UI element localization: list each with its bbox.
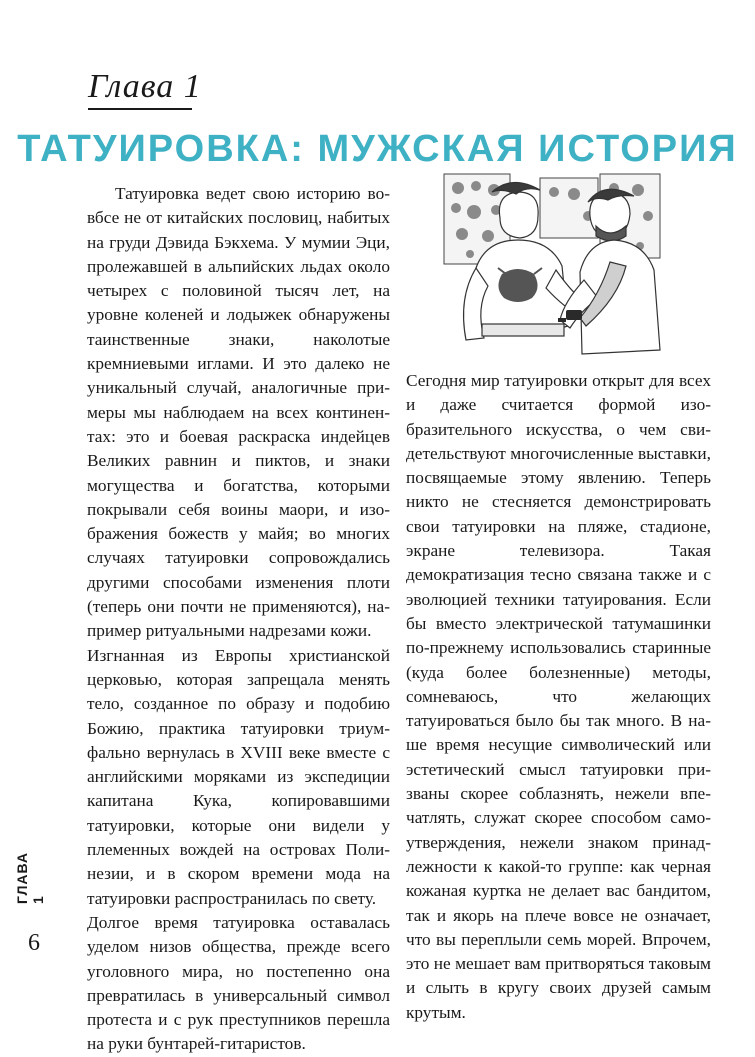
left-text-column: [87, 182, 390, 1057]
chapter-underline: [88, 108, 192, 110]
page-title: ТАТУИРОВКА: МУЖСКАЯ ИСТОРИЯ: [17, 128, 738, 170]
right-text-column: [406, 369, 711, 1025]
paragraph-1: Татуировка ведет свою историю вовбсе не от китайских пословиц, набитых на груди Дэвида Бэкхема. У мумии Эци, пролежавшей в альпийских льдах около четырех с половиной тысяч лет, на уровне коленей и лодыжек обнаружены таинственные знаки, наколотые кремниевыми иглами. И это далеко не уникальный случай, аналогичные примеры мы наблюдаем на всех континентах: это и боевая раскраска индейцев Великих равнин и пиктов, и знаки могущества и богатства, которыми покрывали себя воины маори, и изображения божеств у майя; во многих случаях татуировки сопровождались другими способами изменения плоти (теперь они почти не применяются), например ритуальными надрезами кожи.: [87, 184, 390, 641]
page-number: 6: [28, 930, 40, 956]
side-chapter-label: ГЛАВА 1: [14, 851, 46, 904]
paragraph-4: Сегодня мир татуировки открыт для всех и даже считается формой изобразительного искусства, о чем свидетельствуют многочисленные выставки, посвящаемые этому явлению. Теперь никто не стесняется демонстрировать свои татуировки на пляже, стадионе, экране телевизора. Такая демократизация тесно связана также и с эволюцией техники татуирования. Если бы вместо электрической татумашинки по-прежнему использовались старинные (куда более болезненные) методы, сомневаюсь, что желающих татуироваться было бы так много. В наше время несущие символический или эстетический смысл татуировки призваны скорее соблазнять, нежели впечатлять, служат скорее способом самоутверждения, нежели знаком принадлежности к какой-то группе: как черная кожаная куртка не делает вас бандитом, так и якорь на плече вовсе не означает, что вы переплыли семь морей. Впрочем, это не мешает вам притворяться таковым и слыть в кругу своих друзей самым крутым.: [406, 371, 711, 1022]
paragraph-3: Долгое время татуировка оставалась уделом низов общества, прежде всего уголовного мира, но постепенно она превратилась в универсальный символ протеста и с рук преступников перешла на руки бунтарей-гитаристов.: [87, 912, 390, 1054]
paragraph-2: Изгнанная из Европы христианской церковью, которая запрещала менять тело, созданное по образу и подобию Божию, практика татуировки триумфально вернулась в XVIII веке вместе с английскими моряками из экспедиции капитана Кука, копировавшими татуировки, которые они видели у племенных вождей на островах Полинезии, и в скором времени мода на татуировки распространилась по свету.: [87, 645, 390, 908]
chapter-label: Глава 1: [88, 68, 202, 105]
tattoo-artist-illustration: [440, 172, 666, 360]
